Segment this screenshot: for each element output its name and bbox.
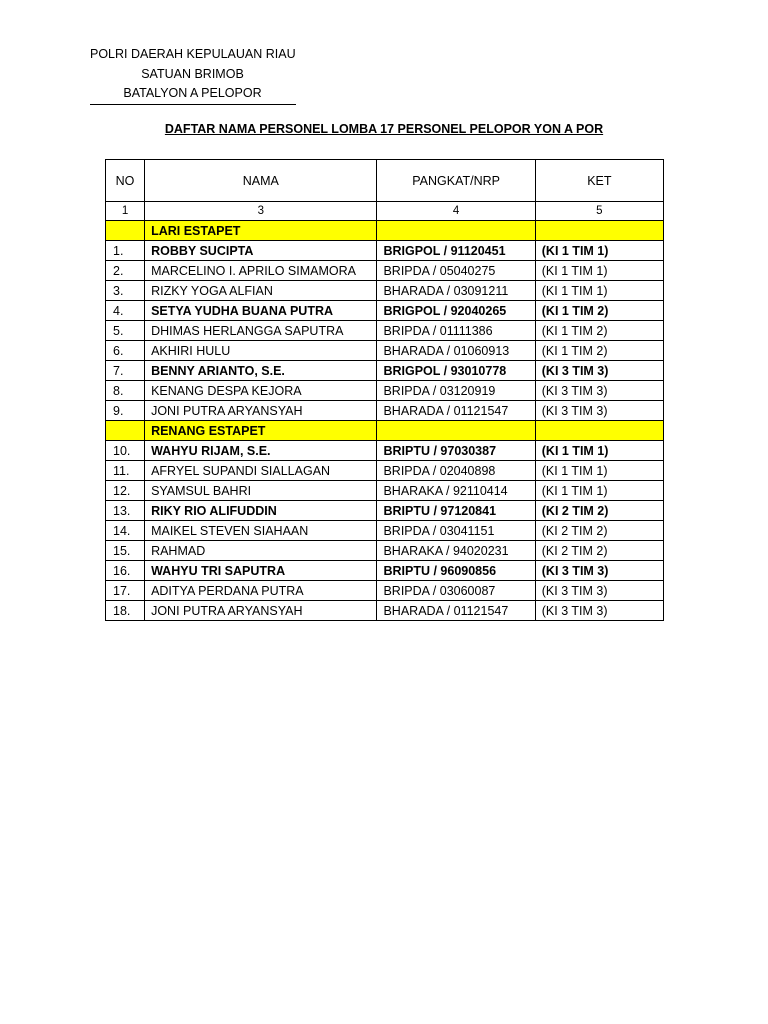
row-number: 6. <box>106 341 145 361</box>
section-ket-cell <box>535 421 663 441</box>
section-no-cell <box>106 221 145 241</box>
table-row <box>106 521 664 541</box>
remark: (KI 2 TIM 2) <box>535 541 663 561</box>
column-number: 5 <box>535 202 663 221</box>
personnel-name: MARCELINO I. APRILO SIMAMORA <box>145 261 377 281</box>
personnel-name: WAHYU RIJAM, S.E. <box>145 441 377 461</box>
rank-nrp: BRIGPOL / 93010778 <box>377 361 535 381</box>
header-nama: NAMA <box>145 160 377 202</box>
rank-nrp: BRIPDA / 02040898 <box>377 461 535 481</box>
section-title: LARI ESTAPET <box>145 221 377 241</box>
table-row <box>106 401 664 421</box>
row-number: 13. <box>106 501 145 521</box>
letterhead-line-2: SATUAN BRIMOB <box>141 66 244 81</box>
remark: (KI 2 TIM 2) <box>535 521 663 541</box>
table-row <box>106 321 664 341</box>
row-number: 9. <box>106 401 145 421</box>
section-row <box>106 221 664 241</box>
row-number: 8. <box>106 381 145 401</box>
table-row <box>106 381 664 401</box>
remark: (KI 3 TIM 3) <box>535 381 663 401</box>
personnel-name: RAHMAD <box>145 541 377 561</box>
remark: (KI 1 TIM 1) <box>535 441 663 461</box>
row-number: 1. <box>106 241 145 261</box>
row-number: 12. <box>106 481 145 501</box>
column-number-row <box>106 202 664 221</box>
personnel-name: DHIMAS HERLANGGA SAPUTRA <box>145 321 377 341</box>
remark: (KI 1 TIM 1) <box>535 241 663 261</box>
row-number: 14. <box>106 521 145 541</box>
remark: (KI 1 TIM 1) <box>535 461 663 481</box>
section-no-cell <box>106 421 145 441</box>
table-row <box>106 261 664 281</box>
personnel-name: ADITYA PERDANA PUTRA <box>145 581 377 601</box>
column-number: 4 <box>377 202 535 221</box>
row-number: 10. <box>106 441 145 461</box>
personnel-name: RIZKY YOGA ALFIAN <box>145 281 377 301</box>
remark: (KI 3 TIM 3) <box>535 561 663 581</box>
section-ket-cell <box>535 221 663 241</box>
rank-nrp: BHARADA / 01121547 <box>377 401 535 421</box>
personnel-table-container <box>105 159 664 621</box>
table-row <box>106 481 664 501</box>
table-row <box>106 561 664 581</box>
remark: (KI 1 TIM 1) <box>535 281 663 301</box>
personnel-name: JONI PUTRA ARYANSYAH <box>145 401 377 421</box>
header-no: NO <box>106 160 145 202</box>
section-title: RENANG ESTAPET <box>145 421 377 441</box>
rank-nrp: BRIPTU / 97120841 <box>377 501 535 521</box>
table-row <box>106 601 664 621</box>
personnel-name: AKHIRI HULU <box>145 341 377 361</box>
table-row <box>106 341 664 361</box>
table-row <box>106 541 664 561</box>
personnel-name: WAHYU TRI SAPUTRA <box>145 561 377 581</box>
section-pangkat-cell <box>377 221 535 241</box>
rank-nrp: BRIPDA / 03060087 <box>377 581 535 601</box>
row-number: 11. <box>106 461 145 481</box>
header-ket: KET <box>535 160 663 202</box>
table-row <box>106 461 664 481</box>
rank-nrp: BRIPDA / 01111386 <box>377 321 535 341</box>
column-number: 1 <box>106 202 145 221</box>
remark: (KI 3 TIM 3) <box>535 581 663 601</box>
rank-nrp: BRIGPOL / 91120451 <box>377 241 535 261</box>
rank-nrp: BHARADA / 01121547 <box>377 601 535 621</box>
personnel-name: MAIKEL STEVEN SIAHAAN <box>145 521 377 541</box>
rank-nrp: BHARADA / 01060913 <box>377 341 535 361</box>
row-number: 16. <box>106 561 145 581</box>
letterhead-line-3: BATALYON A PELOPOR <box>123 86 262 100</box>
remark: (KI 1 TIM 1) <box>535 261 663 281</box>
table-row <box>106 281 664 301</box>
row-number: 2. <box>106 261 145 281</box>
row-number: 18. <box>106 601 145 621</box>
row-number: 17. <box>106 581 145 601</box>
header-pangkat-nrp: PANGKAT/NRP <box>377 160 535 202</box>
personnel-name: AFRYEL SUPANDI SIALLAGAN <box>145 461 377 481</box>
rank-nrp: BRIPTU / 97030387 <box>377 441 535 461</box>
document-title: DAFTAR NAMA PERSONEL LOMBA 17 PERSONEL PELOPOR YON A POR <box>164 122 604 136</box>
letterhead <box>90 45 295 104</box>
personnel-name: SYAMSUL BAHRI <box>145 481 377 501</box>
remark: (KI 1 TIM 2) <box>535 321 663 341</box>
personnel-name: ROBBY SUCIPTA <box>145 241 377 261</box>
table-row <box>106 441 664 461</box>
rank-nrp: BHARAKA / 94020231 <box>377 541 535 561</box>
row-number: 3. <box>106 281 145 301</box>
rank-nrp: BRIPTU / 96090856 <box>377 561 535 581</box>
letterhead-divider <box>90 104 296 105</box>
table-row <box>106 501 664 521</box>
row-number: 15. <box>106 541 145 561</box>
remark: (KI 3 TIM 3) <box>535 601 663 621</box>
remark: (KI 2 TIM 2) <box>535 501 663 521</box>
row-number: 7. <box>106 361 145 381</box>
table-row <box>106 241 664 261</box>
table-row <box>106 361 664 381</box>
row-number: 4. <box>106 301 145 321</box>
personnel-name: RIKY RIO ALIFUDDIN <box>145 501 377 521</box>
personnel-name: SETYA YUDHA BUANA PUTRA <box>145 301 377 321</box>
rank-nrp: BRIPDA / 03041151 <box>377 521 535 541</box>
section-pangkat-cell <box>377 421 535 441</box>
column-number: 3 <box>145 202 377 221</box>
remark: (KI 1 TIM 2) <box>535 341 663 361</box>
rank-nrp: BHARADA / 03091211 <box>377 281 535 301</box>
rank-nrp: BRIPDA / 03120919 <box>377 381 535 401</box>
remark: (KI 3 TIM 3) <box>535 401 663 421</box>
personnel-table <box>105 159 664 621</box>
remark: (KI 1 TIM 2) <box>535 301 663 321</box>
remark: (KI 1 TIM 1) <box>535 481 663 501</box>
row-number: 5. <box>106 321 145 341</box>
personnel-name: BENNY ARIANTO, S.E. <box>145 361 377 381</box>
section-row <box>106 421 664 441</box>
rank-nrp: BRIGPOL / 92040265 <box>377 301 535 321</box>
rank-nrp: BHARAKA / 92110414 <box>377 481 535 501</box>
rank-nrp: BRIPDA / 05040275 <box>377 261 535 281</box>
table-header-row <box>106 160 664 202</box>
table-row <box>106 301 664 321</box>
remark: (KI 3 TIM 3) <box>535 361 663 381</box>
letterhead-line-1: POLRI DAERAH KEPULAUAN RIAU <box>90 47 296 61</box>
table-row <box>106 581 664 601</box>
personnel-name: KENANG DESPA KEJORA <box>145 381 377 401</box>
personnel-name: JONI PUTRA ARYANSYAH <box>145 601 377 621</box>
